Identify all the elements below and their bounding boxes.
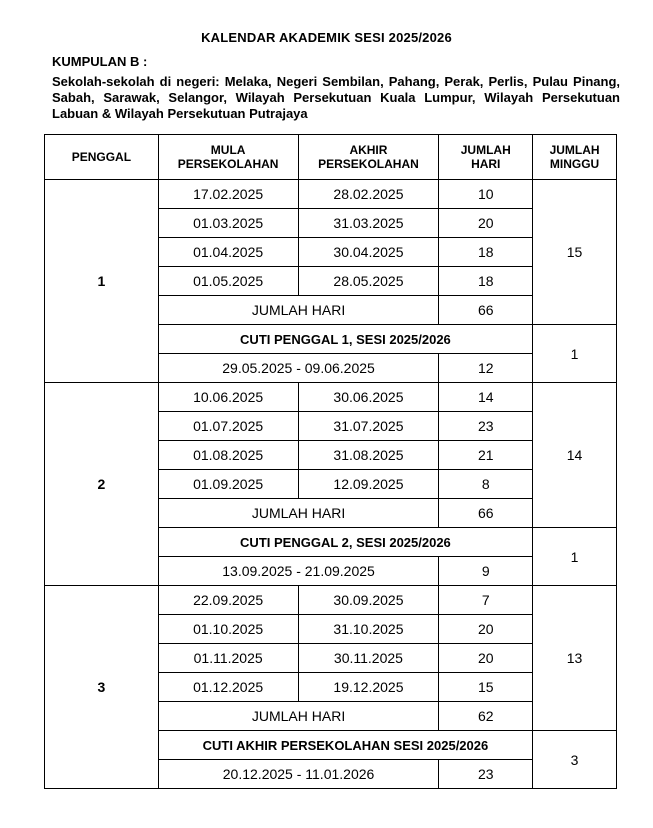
break-minggu-cell: 1 xyxy=(533,528,617,586)
hari-cell: 18 xyxy=(439,238,533,267)
table-row xyxy=(45,586,617,615)
mula-cell: 01.11.2025 xyxy=(158,644,298,673)
penggal-cell: 3 xyxy=(45,586,159,789)
minggu-cell: 15 xyxy=(533,180,617,325)
hari-cell: 10 xyxy=(439,180,533,209)
table-row xyxy=(45,180,617,209)
total-hari-cell: 62 xyxy=(439,702,533,731)
akhir-cell: 12.09.2025 xyxy=(298,470,439,499)
akhir-cell: 31.03.2025 xyxy=(298,209,439,238)
break-minggu-cell: 1 xyxy=(533,325,617,383)
break-hari-cell: 9 xyxy=(439,557,533,586)
minggu-cell: 14 xyxy=(533,383,617,528)
hari-cell: 20 xyxy=(439,644,533,673)
total-label-cell: JUMLAH HARI xyxy=(158,702,439,731)
break-range-cell: 13.09.2025 - 21.09.2025 xyxy=(158,557,439,586)
total-hari-cell: 66 xyxy=(439,296,533,325)
break-hari-cell: 23 xyxy=(439,760,533,789)
akhir-cell: 19.12.2025 xyxy=(298,673,439,702)
header-jumlah-hari: JUMLAH HARI xyxy=(439,135,533,180)
mula-cell: 17.02.2025 xyxy=(158,180,298,209)
penggal-cell: 1 xyxy=(45,180,159,383)
total-label-cell: JUMLAH HARI xyxy=(158,296,439,325)
hari-cell: 20 xyxy=(439,615,533,644)
total-label-cell: JUMLAH HARI xyxy=(158,499,439,528)
mula-cell: 01.07.2025 xyxy=(158,412,298,441)
mula-cell: 01.09.2025 xyxy=(158,470,298,499)
akhir-cell: 28.02.2025 xyxy=(298,180,439,209)
mula-cell: 22.09.2025 xyxy=(158,586,298,615)
mula-cell: 01.12.2025 xyxy=(158,673,298,702)
akhir-cell: 31.07.2025 xyxy=(298,412,439,441)
akhir-cell: 30.09.2025 xyxy=(298,586,439,615)
break-hari-cell: 12 xyxy=(439,354,533,383)
header-row xyxy=(45,135,617,180)
break-title-cell: CUTI PENGGAL 1, SESI 2025/2026 xyxy=(158,325,532,354)
table-row xyxy=(45,383,617,412)
hari-cell: 7 xyxy=(439,586,533,615)
mula-cell: 01.08.2025 xyxy=(158,441,298,470)
hari-cell: 15 xyxy=(439,673,533,702)
akhir-cell: 31.08.2025 xyxy=(298,441,439,470)
penggal-cell: 2 xyxy=(45,383,159,586)
header-penggal: PENGGAL xyxy=(45,135,159,180)
document-title: KALENDAR AKADEMIK SESI 2025/2026 xyxy=(201,30,452,45)
hari-cell: 14 xyxy=(439,383,533,412)
mula-cell: 01.03.2025 xyxy=(158,209,298,238)
academic-calendar-table xyxy=(44,134,617,789)
header-akhir: AKHIR PERSEKOLAHAN xyxy=(298,135,439,180)
hari-cell: 20 xyxy=(439,209,533,238)
header-mula: MULA PERSEKOLAHAN xyxy=(158,135,298,180)
group-label: KUMPULAN B : xyxy=(52,54,148,69)
header-jumlah-minggu: JUMLAH MINGGU xyxy=(533,135,617,180)
break-range-cell: 20.12.2025 - 11.01.2026 xyxy=(158,760,439,789)
break-minggu-cell: 3 xyxy=(533,731,617,789)
hari-cell: 23 xyxy=(439,412,533,441)
akhir-cell: 30.06.2025 xyxy=(298,383,439,412)
mula-cell: 01.05.2025 xyxy=(158,267,298,296)
hari-cell: 18 xyxy=(439,267,533,296)
break-title-cell: CUTI PENGGAL 2, SESI 2025/2026 xyxy=(158,528,532,557)
mula-cell: 10.06.2025 xyxy=(158,383,298,412)
break-range-cell: 29.05.2025 - 09.06.2025 xyxy=(158,354,439,383)
break-title-cell: CUTI AKHIR PERSEKOLAHAN SESI 2025/2026 xyxy=(158,731,532,760)
akhir-cell: 31.10.2025 xyxy=(298,615,439,644)
minggu-cell: 13 xyxy=(533,586,617,731)
hari-cell: 8 xyxy=(439,470,533,499)
mula-cell: 01.04.2025 xyxy=(158,238,298,267)
states-description: Sekolah-sekolah di negeri: Melaka, Negeri Sembilan, Pahang, Perak, Perlis, Pulau Pinang, Sabah, Sarawak, Selangor, Wilayah Persekutuan Kuala Lumpur, Wilayah Persekutuan Labuan & Wilayah Persekutuan Putrajaya xyxy=(52,74,620,121)
mula-cell: 01.10.2025 xyxy=(158,615,298,644)
akhir-cell: 30.04.2025 xyxy=(298,238,439,267)
akhir-cell: 28.05.2025 xyxy=(298,267,439,296)
total-hari-cell: 66 xyxy=(439,499,533,528)
hari-cell: 21 xyxy=(439,441,533,470)
akhir-cell: 30.11.2025 xyxy=(298,644,439,673)
